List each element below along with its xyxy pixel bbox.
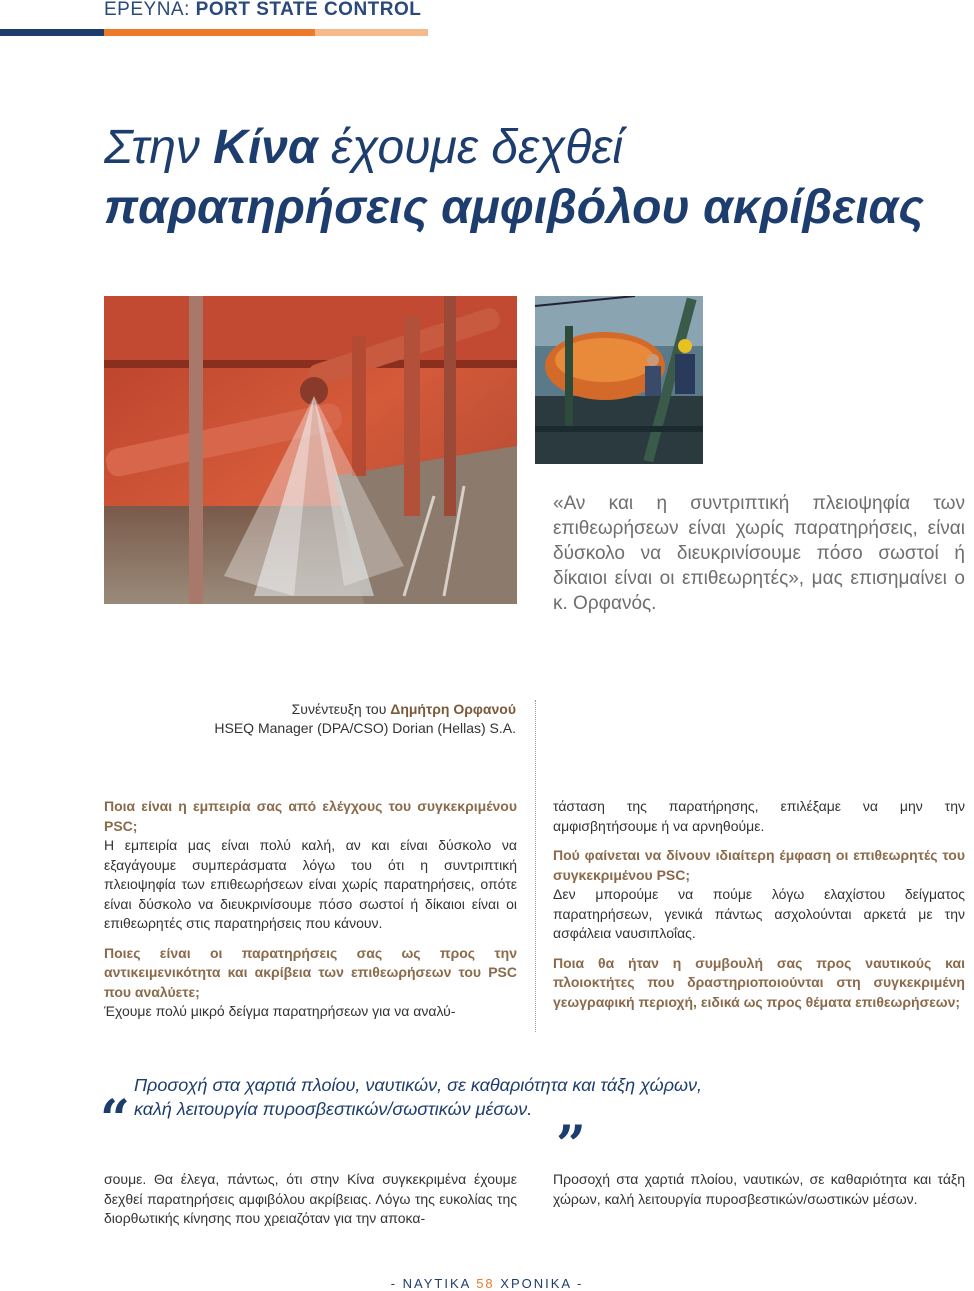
- article-title: [104, 118, 964, 238]
- page-number: 58: [476, 1276, 495, 1291]
- pull-quote: «Αν και η συντριπτική πλειοψηφία των επιθεωρήσεων είναι χωρίς παρατηρήσεις, είναι δύσκολο να διευκρινίσουμε πόσο σωστοί ή δίκαιοι είναι οι επιθεωρητές», μας επισημαίνει ο κ. Ορφανός.: [553, 493, 965, 614]
- header-bar-orange: [104, 29, 315, 36]
- footer-right: ΧΡΟΝΙΚΑ -: [494, 1276, 584, 1291]
- section-prefix: ΕΡΕΥΝΑ:: [104, 0, 190, 20]
- highlight-quote: [134, 1073, 854, 1121]
- close-quote-mark: ”: [556, 1115, 586, 1176]
- leaking-pipe-photo: [104, 296, 517, 604]
- footer-left: - ΝΑΥΤΙΚΑ: [390, 1276, 477, 1291]
- byline-name: Δημήτρη Ορφανού: [390, 701, 516, 717]
- byline-role: HSEQ Manager (DPA/CSO) Dorian (Hellas) S.A.: [214, 720, 516, 736]
- question-2: Ποιες είναι οι παρατηρήσεις σας ως προς την αντικειμενικότητα και ακρίβεια των επιθεωρήσεων του PSC που αναλύετε;: [104, 944, 517, 1000]
- question-1: Ποια είναι η εμπειρία σας από ελέγχους του συγκεκριμένου PSC;: [104, 798, 517, 834]
- answer-3: Δεν μπορούμε να πούμε λόγω ελαχίστου δείγματος παρατηρήσεων, γενικά πάντως ασχολούνται αρκετά με την ασφάλεια ναυσιπλοΐας.: [553, 886, 965, 941]
- page-footer: [0, 1276, 974, 1291]
- highlight-quote-line-1: Προσοχή στα χαρτιά πλοίου, ναυτικών, σε καθαριότητα και τάξη χώρων,: [134, 1075, 703, 1095]
- section-label: [104, 0, 421, 20]
- answer-2-continued: τάσταση της παρατήρησης, επιλέξαμε να μην την αμφισβητήσουμε ή να αρνηθούμε.: [553, 798, 965, 834]
- bottom-right-text: Προσοχή στα χαρτιά πλοίου, ναυτικών, σε καθαριότητα και τάξη χώρων, καλή λειτουργία πυροσβεστικών/σωστικών μέσων.: [553, 1171, 965, 1207]
- header-bar-navy: [0, 29, 104, 36]
- title-part-3: έχουμε δεχθεί: [317, 121, 624, 174]
- question-4: Ποια θα ήταν η συμβουλή σας προς ναυτικούς και πλοιοκτήτες που δραστηριοποιούνται στη συγκεκριμένη γεωγραφική περιοχή, ειδικά ως προς θέματα επιθεωρήσεων;: [553, 954, 965, 1010]
- question-3: Πού φαίνεται να δίνουν ιδιαίτερη έμφαση οι επιθεωρητές του συγκεκριμένου PSC;: [553, 847, 965, 883]
- title-part-1: Στην: [104, 121, 214, 174]
- byline: [214, 700, 516, 738]
- title-line-2: παρατηρήσεις αμφιβόλου ακρίβειας: [104, 181, 924, 234]
- column-divider: [535, 700, 536, 1032]
- open-quote-mark: “: [100, 1089, 130, 1150]
- left-column: [104, 797, 517, 1032]
- answer-2: Έχουμε πολύ μικρό δείγμα παρατηρήσεων για να αναλύ-: [104, 1003, 456, 1019]
- crew-lifeboat-photo: [535, 296, 703, 464]
- right-column: [553, 797, 965, 1012]
- header-bar-peach: [315, 29, 428, 36]
- highlight-quote-line-2: καλή λειτουργία πυροσβεστικών/σωστικών μέσων.: [134, 1099, 533, 1119]
- bottom-left-text: σουμε. Θα έλεγα, πάντως, ότι στην Κίνα συγκεκριμένα έχουμε δεχθεί παρατηρήσεις αμφιβόλου ακρίβειας. Λόγω της ευκολίας της διορθωτικής κίνησης που χρειαζόταν για την αποκα-: [104, 1171, 517, 1226]
- byline-prefix: Συνέντευξη του: [291, 701, 391, 717]
- title-part-2: Κίνα: [213, 121, 318, 174]
- section-title: PORT STATE CONTROL: [195, 0, 422, 20]
- answer-1: Η εμπειρία μας είναι πολύ καλή, αν και είναι δύσκολο να εξαγάγουμε συμπεράσματα λόγω του ότι η συντριπτική πλειοψηφία των επιθεωρήσεων είναι χωρίς παρατηρήσεις, οπότε είναι δύσκολο να διευκρινίσουμε πόσο σωστοί ή δίκαιοι είναι οι επιθεωρητές στις παρατηρήσεις που κάνουν.: [104, 837, 517, 931]
